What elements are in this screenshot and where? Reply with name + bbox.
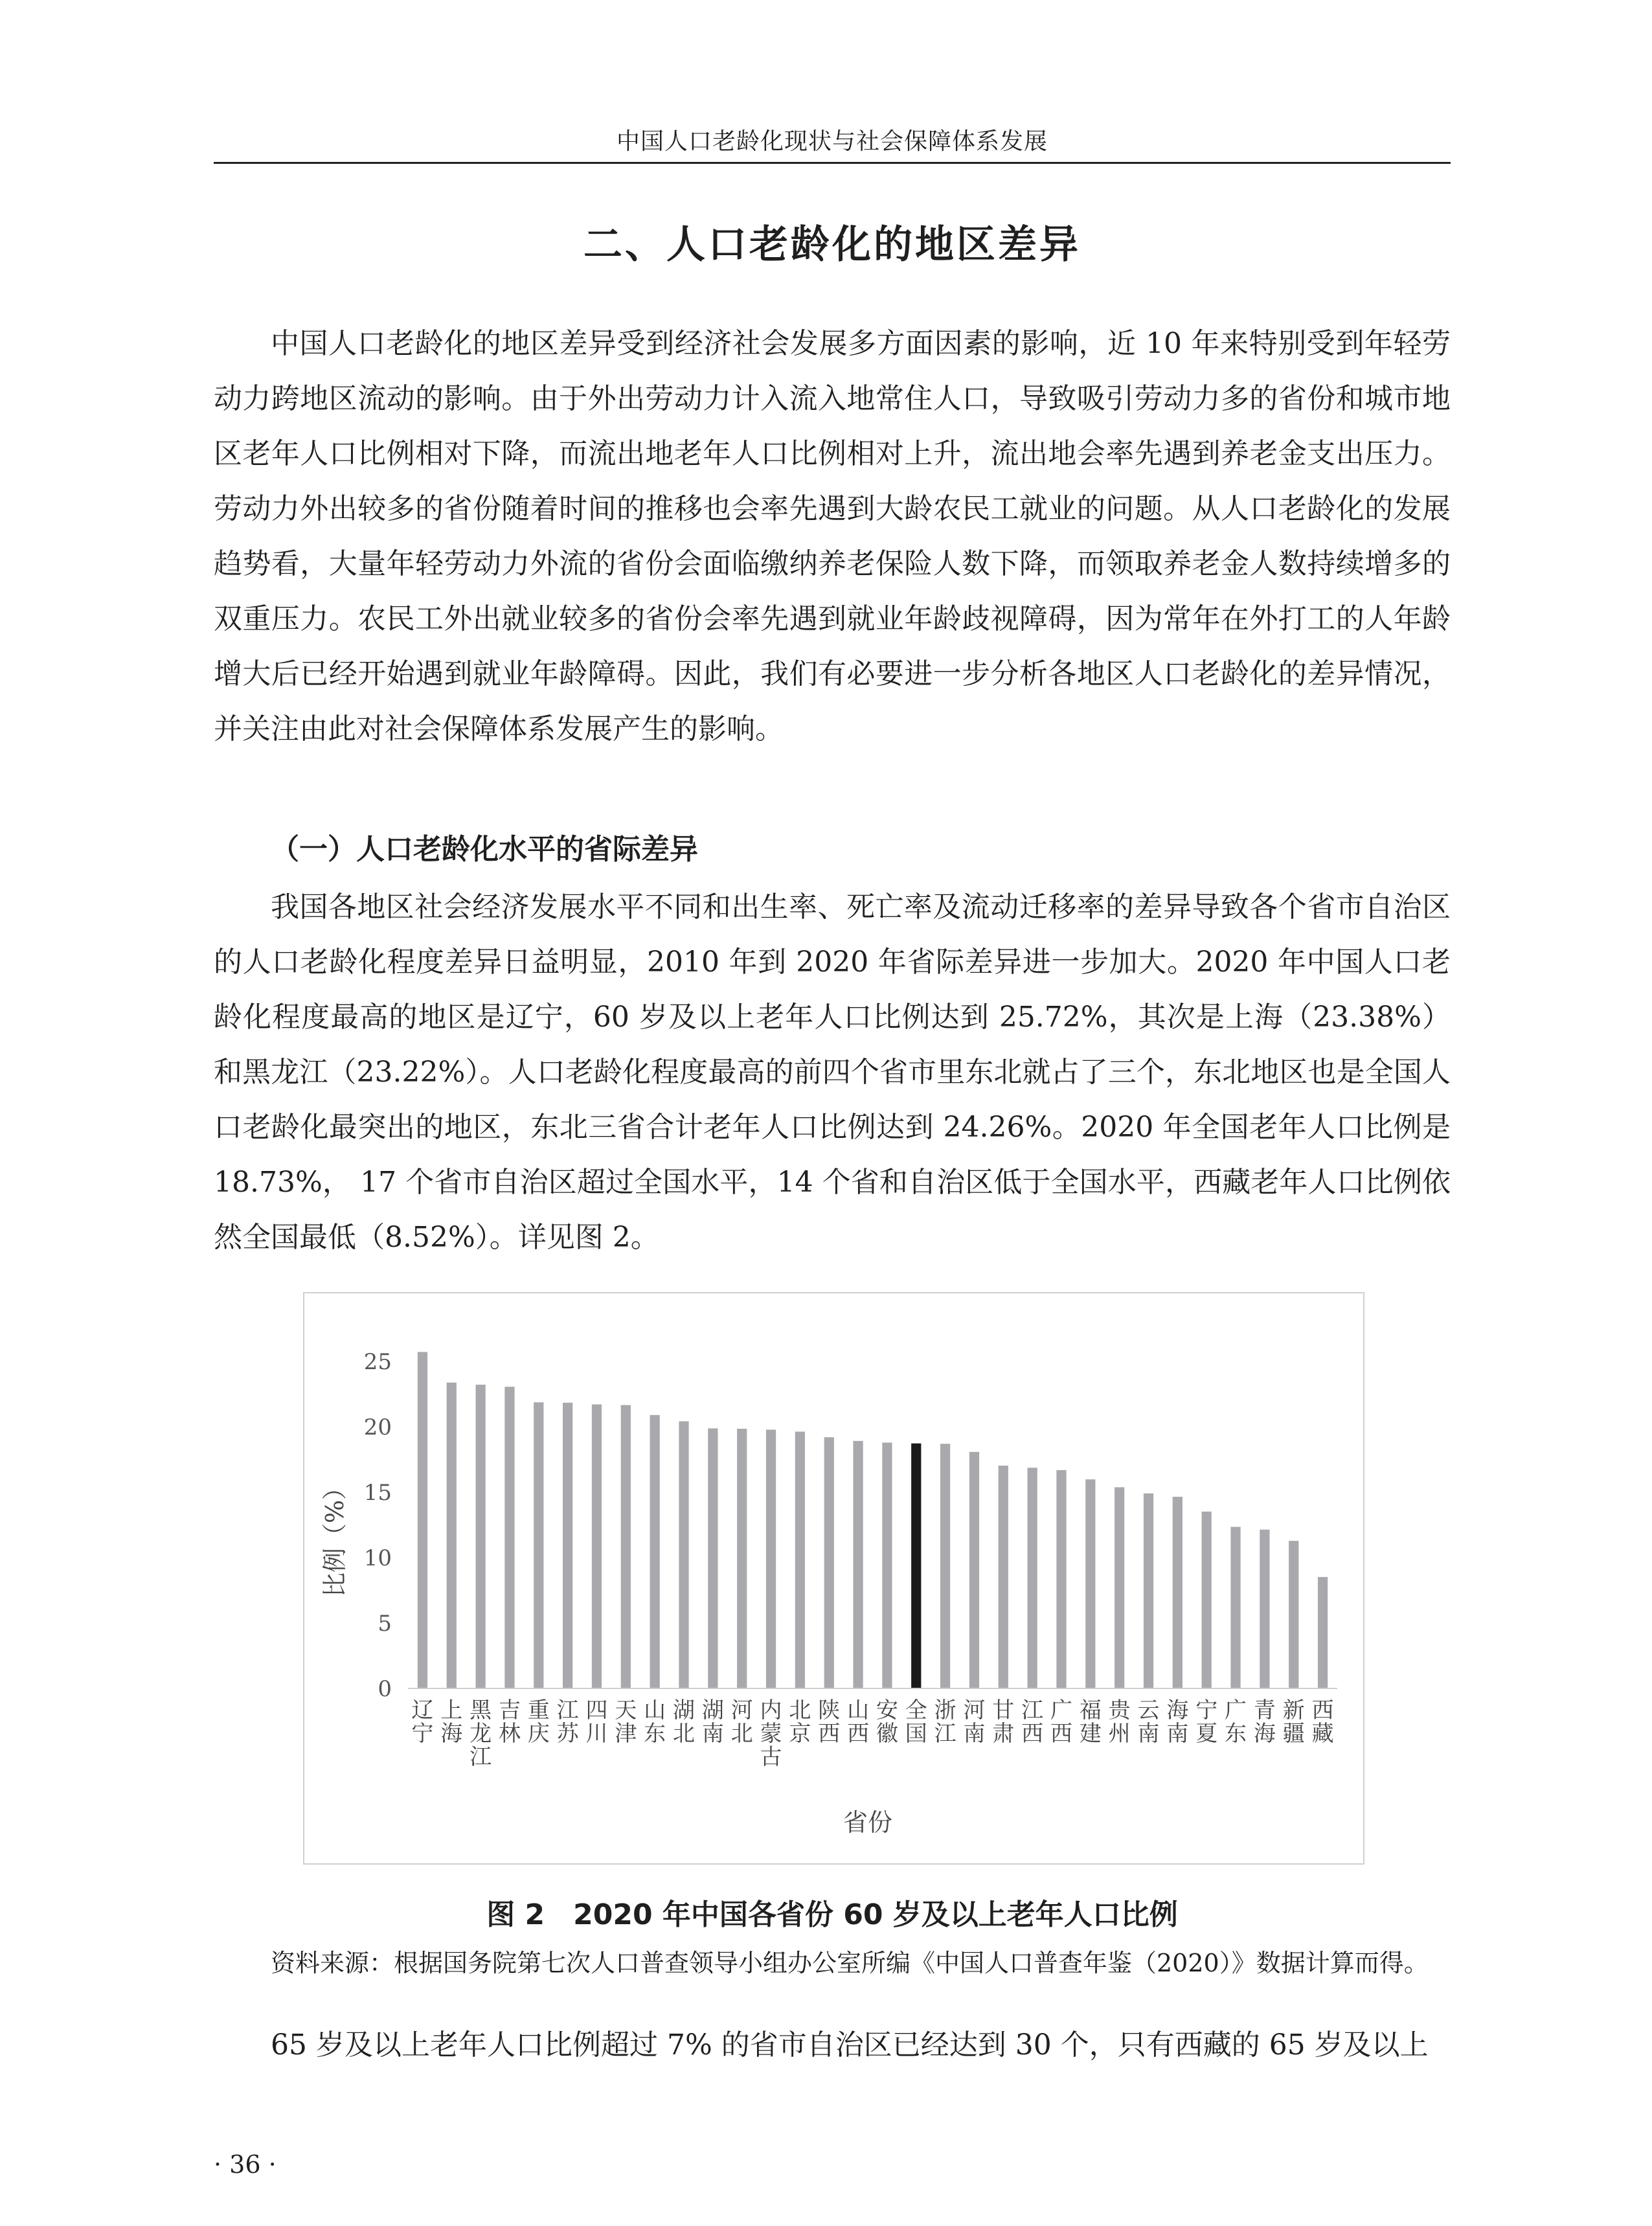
x-tick-label: 黑龙江: [470, 1698, 492, 1770]
bar: [1115, 1487, 1124, 1688]
bar: [1260, 1530, 1269, 1688]
bar: [853, 1441, 863, 1688]
paragraph-1: 中国人口老龄化的地区差异受到经济社会发展多方面因素的影响，近 10 年来特别受到年轻劳动力跨地区流动的影响。由于外出劳动力计入流入地常住人口，导致吸引劳动力多的省份和城市地区老年人口比例相对下降，而流出地老年人口比例相对上升，流出地会率先遇到养老金支出压力。劳动力外出较多的省份随着时间的推移也会率先遇到大龄农民工就业的问题。从人口老龄化的发展趋势看，大量年轻劳动力外流的省份会面临缴纳养老保险人数下降，而领取养老金人数持续增多的双重压力。农民工外出就业较多的省份会率先遇到就业年龄歧视障碍，因为常年在外打工的人年龄增大后已经开始遇到就业年龄障碍。因此，我们有必要进一步分析各地区人口老龄化的差异情况，并关注由此对社会保障体系发展产生的影响。: [214, 327, 1451, 745]
body-text-2: [214, 880, 1451, 1265]
bar: [621, 1405, 631, 1688]
bar-chart: [304, 1293, 1363, 1863]
bar: [418, 1352, 427, 1688]
x-axis-label: 省份: [843, 1808, 893, 1837]
y-tick-label: 10: [363, 1545, 392, 1571]
x-tick-label: 内蒙古: [760, 1698, 782, 1770]
x-tick-label: 辽宁: [411, 1698, 434, 1747]
bar: [737, 1429, 747, 1688]
x-tick-label: 天津: [615, 1698, 637, 1747]
x-tick-label: 青海: [1253, 1698, 1276, 1747]
bar: [1173, 1497, 1182, 1688]
y-tick-label: 25: [363, 1349, 392, 1375]
header-rule: [214, 162, 1451, 164]
x-tick-label: 浙江: [934, 1698, 956, 1747]
body-text-1: [214, 316, 1451, 756]
x-tick-label: 山西: [847, 1698, 870, 1747]
x-tick-label: 河北: [730, 1698, 753, 1747]
bar: [1230, 1527, 1240, 1688]
bar: [1318, 1577, 1328, 1688]
y-axis-label: 比例（%）: [321, 1475, 349, 1598]
x-tick-label: 湖南: [701, 1698, 724, 1747]
bar: [940, 1444, 950, 1688]
bar: [824, 1437, 834, 1688]
bar: [563, 1403, 572, 1688]
x-tick-label: 广东: [1225, 1698, 1247, 1747]
bar: [882, 1442, 892, 1688]
y-tick-label: 15: [363, 1480, 392, 1506]
x-tick-label: 全国: [905, 1698, 927, 1747]
x-tick-label: 海南: [1166, 1698, 1189, 1747]
subheading: （一）人口老龄化水平的省际差异: [271, 833, 698, 866]
bar: [795, 1431, 805, 1688]
x-tick-label: 广西: [1050, 1698, 1072, 1747]
x-tick-label: 湖北: [673, 1698, 696, 1747]
running-head: 中国人口老龄化现状与社会保障体系发展: [616, 128, 1048, 155]
x-tick-label: 四川: [585, 1698, 608, 1747]
x-tick-label: 江西: [1021, 1698, 1044, 1747]
x-tick-label: 安徽: [876, 1698, 898, 1747]
y-tick-label: 5: [378, 1611, 392, 1637]
page-number: · 36 ·: [214, 2150, 277, 2179]
paragraph-2: 我国各地区社会经济发展水平不同和出生率、死亡率及流动迁移率的差异导致各个省市自治区的人口老龄化程度差异日益明显，2010 年到 2020 年省际差异进一步加大。2020 年中国人口老龄化程度最高的地区是辽宁，60 岁及以上老年人口比例达到 25.72%，其次是上海（23.38%）和黑龙江（23.22%）。人口老龄化程度最高的前四个省市里东北就占了三个，东北地区也是全国人口老龄化最突出的地区，东北三省合计老年人口比例达到 24.26%。2020 年全国老年人口比例是 18.73%， 17 个省市自治区超过全国水平，14 个省和自治区低于全国水平，西藏老年人口比例依然全国最低（8.52%）。详见图 2。: [214, 891, 1451, 1254]
source-note: 资料来源：根据国务院第七次人口普查领导小组办公室所编《中国人口普查年鉴（2020）》数据计算而得。: [271, 1949, 1429, 1977]
paragraph-3: 65 岁及以上老年人口比例超过 7% 的省市自治区已经达到 30 个，只有西藏的 65 岁及以上: [271, 2028, 1429, 2061]
bar: [534, 1402, 543, 1688]
bar: [1056, 1470, 1066, 1688]
bar: [475, 1385, 485, 1688]
x-tick-label: 吉林: [498, 1698, 521, 1747]
bar: [447, 1383, 457, 1688]
y-tick-label: 20: [363, 1414, 392, 1440]
bar: [911, 1444, 921, 1688]
bar: [969, 1452, 979, 1688]
bar: [650, 1415, 660, 1688]
y-tick-label: 0: [378, 1676, 392, 1702]
x-tick-label: 宁夏: [1195, 1698, 1218, 1747]
bar: [1028, 1468, 1037, 1688]
bar: [1085, 1479, 1095, 1688]
x-tick-label: 陕西: [818, 1698, 841, 1747]
figure-caption: 图 2 2020 年中国各省份 60 岁及以上老年人口比例: [486, 1898, 1178, 1931]
bar: [999, 1466, 1008, 1688]
x-tick-label: 贵州: [1108, 1698, 1131, 1747]
x-tick-label: 江苏: [556, 1698, 579, 1747]
x-tick-label: 福建: [1079, 1698, 1102, 1747]
figure-2: [303, 1292, 1364, 1865]
x-tick-label: 山东: [644, 1698, 666, 1747]
body-text-3: [214, 2017, 1451, 2073]
bar: [1144, 1493, 1153, 1688]
bar: [679, 1422, 688, 1688]
bar: [504, 1387, 514, 1688]
bar: [708, 1428, 718, 1688]
x-tick-label: 甘肃: [992, 1698, 1015, 1747]
x-tick-label: 重庆: [527, 1698, 550, 1747]
x-tick-label: 云南: [1137, 1698, 1160, 1747]
x-tick-label: 北京: [789, 1698, 811, 1747]
bar: [1202, 1512, 1212, 1688]
bar: [592, 1404, 602, 1688]
x-tick-label: 河南: [963, 1698, 986, 1747]
bar: [766, 1429, 776, 1688]
x-tick-label: 上海: [440, 1698, 463, 1747]
x-tick-label: 西藏: [1311, 1698, 1334, 1747]
section-title: 二、人口老龄化的地区差异: [583, 222, 1081, 267]
x-tick-label: 新疆: [1282, 1698, 1305, 1747]
bar: [1289, 1541, 1298, 1688]
